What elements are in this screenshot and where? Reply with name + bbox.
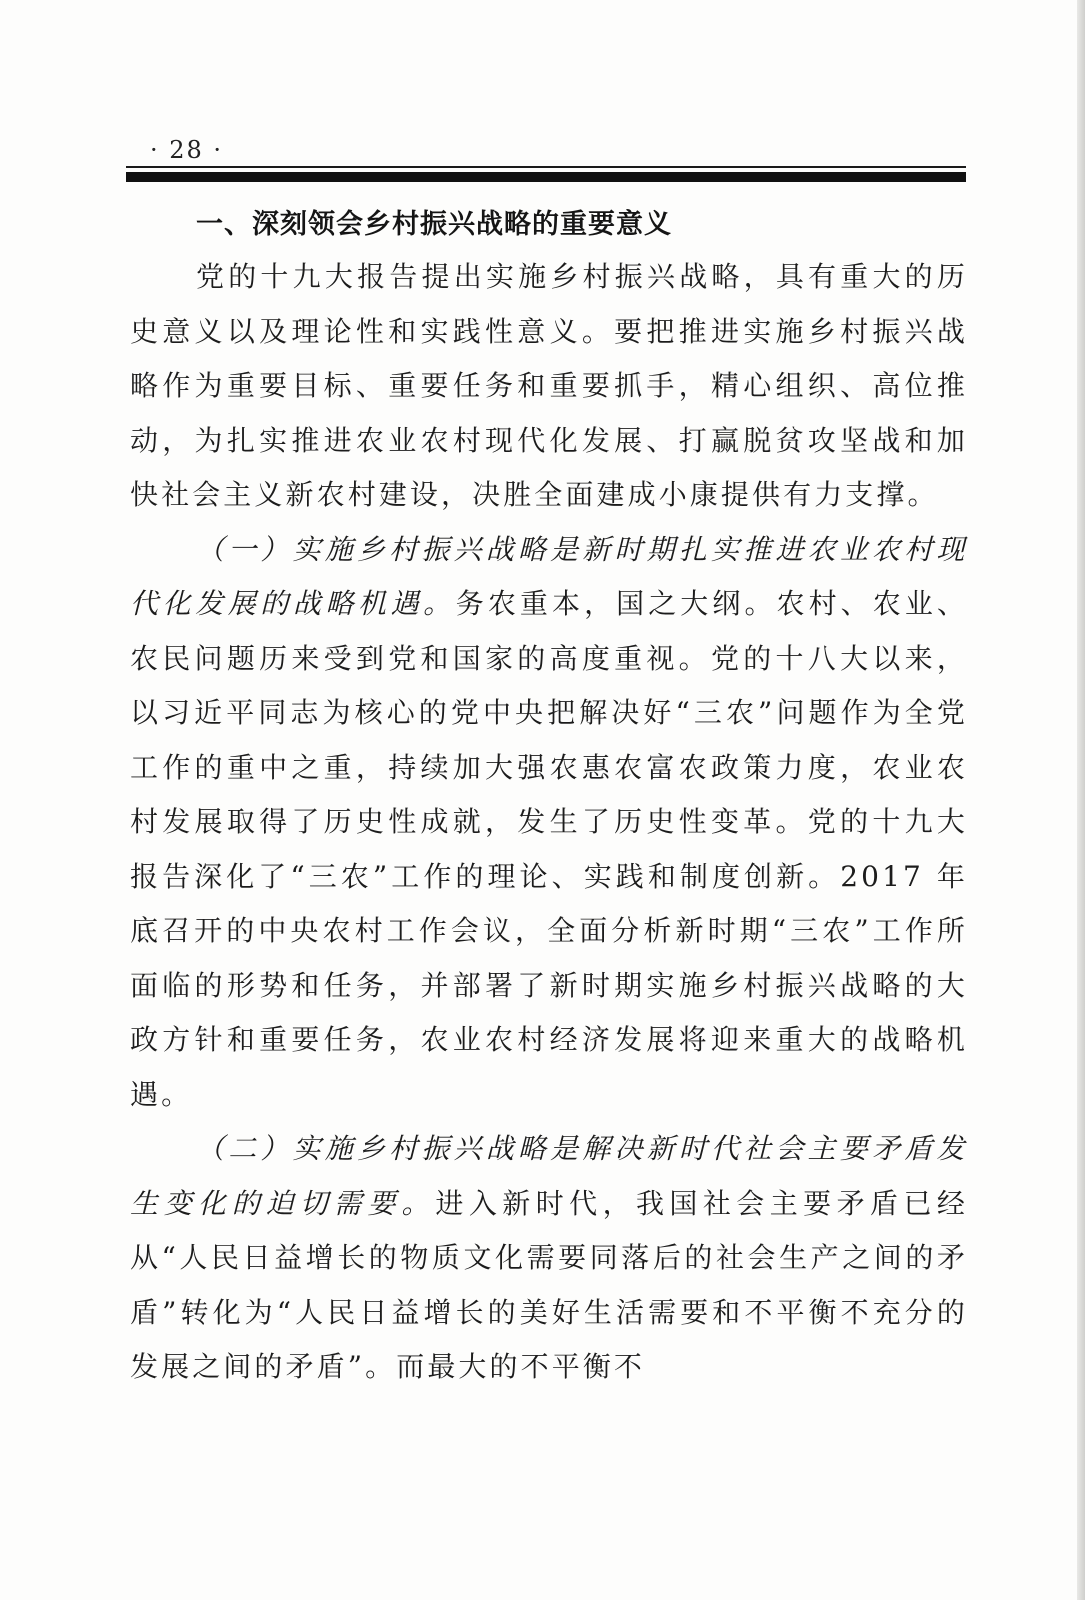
paragraph-text: 进入新时代，我国社会主要矛盾已经从“人民日益增长的物质文化需要同落后的社会生产之间的矛盾”转化为“人民日益增长的美好生活需要和不平衡不充分的发展之间的矛盾”。而最大的不平衡不 <box>130 1186 968 1383</box>
paragraph-lead: （二）实施乡村振兴战略是解决新时代社会主要矛盾发生变化的迫切需要。 <box>130 1132 968 1220</box>
paragraph-lead: （一）实施乡村振兴战略是新时期扎实推进农业农村现代化发展的战略机遇。 <box>130 532 968 620</box>
section-heading: 一、深刻领会乡村振兴战略的重要意义 <box>196 209 672 240</box>
page-body <box>130 200 968 1395</box>
header-rule-thick <box>126 172 966 182</box>
paragraph-point-one <box>130 523 968 1123</box>
paragraph-intro <box>130 250 968 523</box>
header-rule-thin <box>126 166 966 168</box>
paragraph-point-two <box>130 1122 968 1395</box>
paragraph-text: 务农重本，国之大纲。农村、农业、农民问题历来受到党和国家的高度重视。党的十八大以来，以习近平同志为核心的党中央把解决好“三农”问题作为全党工作的重中之重，持续加大强农惠农富农政策力度，农业农村发展取得了历史性成就，发生了历史性变革。党的十九大报告深化了“三农”工作的理论、实践和制度创新。2017 年底召开的中央农村工作会议，全面分析新时期“三农”工作所面临的形势和任务，并部署了新时期实施乡村振兴战略的大政方针和重要任务，农业农村经济发展将迎来重大的战略机遇。 <box>130 587 968 1111</box>
page-number: · 28 · <box>150 136 224 164</box>
page-edge-shadow <box>1077 0 1085 1600</box>
paragraph-text: 党的十九大报告提出实施乡村振兴战略，具有重大的历史意义以及理论性和实践性意义。要把推进实施乡村振兴战略作为重要目标、重要任务和重要抓手，精心组织、高位推动，为扎实推进农业农村现代化发展、打赢脱贫攻坚战和加快社会主义新农村建设，决胜全面建成小康提供有力支撑。 <box>130 260 968 511</box>
